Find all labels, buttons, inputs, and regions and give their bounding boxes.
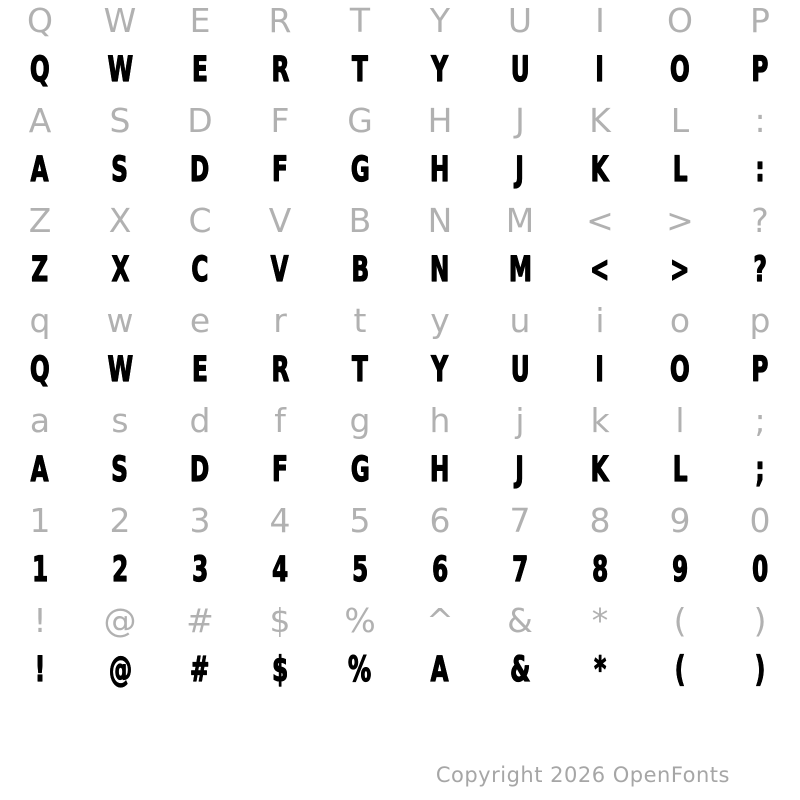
- display-glyph: F: [272, 150, 288, 190]
- reference-glyph: e: [189, 301, 211, 340]
- display-glyph: <: [590, 250, 610, 290]
- reference-glyph: 4: [269, 501, 291, 540]
- glyph-cell: [80, 0, 160, 50]
- glyph-cell: [720, 50, 800, 100]
- glyph-cell: [560, 200, 640, 250]
- glyph-cell: [560, 550, 640, 600]
- glyph-cell: [0, 0, 80, 50]
- glyph-cell: [640, 650, 720, 700]
- reference-glyph: <: [586, 201, 614, 240]
- display-glyph: 4: [271, 550, 289, 590]
- reference-glyph: 0: [749, 501, 771, 540]
- glyph-cell: [320, 400, 400, 450]
- glyph-cell: [400, 350, 480, 400]
- glyph-row-reference-0: [0, 0, 800, 50]
- reference-glyph: H: [427, 101, 453, 140]
- glyph-cell: [560, 450, 640, 500]
- reference-glyph: F: [270, 101, 290, 140]
- glyph-cell: [640, 550, 720, 600]
- display-glyph: C: [191, 250, 209, 290]
- display-glyph: L: [672, 450, 688, 490]
- glyph-cell: [640, 350, 720, 400]
- display-glyph: 9: [671, 550, 689, 590]
- glyph-cell: [560, 150, 640, 200]
- display-glyph: J: [515, 150, 525, 190]
- glyph-cell: [160, 550, 240, 600]
- reference-glyph: Q: [27, 1, 53, 40]
- glyph-cell: [400, 650, 480, 700]
- glyph-cell: [720, 250, 800, 300]
- display-glyph: Q: [30, 50, 50, 90]
- glyph-cell: [720, 600, 800, 650]
- reference-glyph: M: [505, 201, 535, 240]
- glyph-cell: [80, 300, 160, 350]
- display-glyph: A: [431, 650, 449, 690]
- display-glyph: P: [751, 50, 769, 90]
- reference-glyph: 7: [509, 501, 531, 540]
- glyph-row-display-5: [0, 250, 800, 300]
- display-glyph: 1: [31, 550, 49, 590]
- display-glyph: #: [190, 650, 210, 690]
- display-glyph: 8: [591, 550, 609, 590]
- reference-glyph: $: [269, 601, 291, 640]
- glyph-cell: [640, 50, 720, 100]
- display-glyph: ;: [755, 450, 765, 490]
- glyph-cell: [480, 350, 560, 400]
- display-glyph: D: [190, 150, 210, 190]
- glyph-cell: [720, 300, 800, 350]
- glyph-cell: [160, 200, 240, 250]
- reference-glyph: j: [515, 401, 525, 440]
- reference-glyph: ^: [426, 601, 454, 640]
- glyph-cell: [160, 100, 240, 150]
- glyph-cell: [560, 50, 640, 100]
- glyph-cell: [400, 150, 480, 200]
- reference-glyph: a: [29, 401, 51, 440]
- glyph-cell: [720, 500, 800, 550]
- glyph-cell: [240, 650, 320, 700]
- glyph-cell: [160, 0, 240, 50]
- glyph-cell: [480, 550, 560, 600]
- glyph-cell: [80, 400, 160, 450]
- glyph-cell: [640, 0, 720, 50]
- glyph-cell: [400, 450, 480, 500]
- glyph-cell: [400, 300, 480, 350]
- glyph-row-display-1: [0, 50, 800, 100]
- display-glyph: @: [108, 650, 132, 690]
- glyph-cell: [320, 150, 400, 200]
- display-glyph: R: [271, 50, 289, 90]
- reference-glyph: A: [28, 101, 52, 140]
- reference-glyph: N: [427, 201, 453, 240]
- glyph-cell: [480, 300, 560, 350]
- glyph-cell: [480, 500, 560, 550]
- display-glyph: I: [595, 350, 605, 390]
- glyph-row-reference-10: [0, 500, 800, 550]
- reference-glyph: &: [507, 601, 533, 640]
- glyph-row-display-11: [0, 550, 800, 600]
- glyph-cell: [80, 200, 160, 250]
- glyph-cell: [480, 250, 560, 300]
- glyph-cell: [160, 600, 240, 650]
- glyph-cell: [320, 300, 400, 350]
- display-glyph: E: [192, 350, 208, 390]
- glyph-cell: [720, 200, 800, 250]
- display-glyph: 2: [111, 550, 129, 590]
- glyph-row-reference-12: [0, 600, 800, 650]
- glyph-cell: [0, 600, 80, 650]
- reference-glyph: 2: [109, 501, 131, 540]
- glyph-cell: [400, 200, 480, 250]
- reference-glyph: T: [349, 1, 371, 40]
- glyph-cell: [640, 500, 720, 550]
- display-glyph: 6: [431, 550, 449, 590]
- glyph-cell: [480, 100, 560, 150]
- display-glyph: Q: [30, 350, 50, 390]
- display-glyph: H: [430, 450, 450, 490]
- glyph-cell: [560, 400, 640, 450]
- glyph-cell: [560, 250, 640, 300]
- glyph-cell: [0, 200, 80, 250]
- reference-glyph: l: [675, 401, 685, 440]
- glyph-cell: [240, 50, 320, 100]
- glyph-cell: [0, 300, 80, 350]
- glyph-cell: [640, 150, 720, 200]
- glyph-cell: [720, 0, 800, 50]
- display-glyph: %: [348, 650, 372, 690]
- glyph-cell: [720, 650, 800, 700]
- display-glyph: 7: [511, 550, 529, 590]
- display-glyph: (: [674, 650, 686, 690]
- glyph-cell: [240, 100, 320, 150]
- reference-glyph: *: [591, 601, 609, 640]
- glyph-cell: [160, 300, 240, 350]
- glyph-cell: [720, 100, 800, 150]
- glyph-cell: [640, 250, 720, 300]
- reference-glyph: 9: [669, 501, 691, 540]
- display-glyph: V: [271, 250, 289, 290]
- glyph-cell: [480, 150, 560, 200]
- glyph-cell: [640, 400, 720, 450]
- display-glyph: Y: [431, 350, 449, 390]
- glyph-cell: [320, 600, 400, 650]
- reference-glyph: :: [754, 101, 766, 140]
- glyph-cell: [400, 600, 480, 650]
- glyph-cell: [320, 500, 400, 550]
- reference-glyph: J: [515, 101, 525, 140]
- glyph-cell: [480, 0, 560, 50]
- glyph-cell: [160, 150, 240, 200]
- glyph-cell: [560, 650, 640, 700]
- glyph-cell: [320, 50, 400, 100]
- reference-glyph: I: [595, 1, 605, 40]
- reference-glyph: O: [667, 1, 693, 40]
- glyph-cell: [0, 450, 80, 500]
- glyph-cell: [240, 550, 320, 600]
- reference-glyph: Y: [429, 1, 451, 40]
- reference-glyph: R: [268, 1, 292, 40]
- glyph-cell: [400, 500, 480, 550]
- glyph-cell: [720, 550, 800, 600]
- glyph-cell: [480, 50, 560, 100]
- display-glyph: 0: [751, 550, 769, 590]
- reference-glyph: S: [109, 101, 131, 140]
- glyph-cell: [240, 400, 320, 450]
- display-glyph: >: [670, 250, 690, 290]
- glyph-cell: [560, 0, 640, 50]
- glyph-cell: [0, 150, 80, 200]
- display-glyph: ): [754, 650, 766, 690]
- glyph-cell: [560, 600, 640, 650]
- glyph-cell: [80, 650, 160, 700]
- reference-glyph: D: [187, 101, 213, 140]
- display-glyph: F: [272, 450, 288, 490]
- display-glyph: G: [350, 450, 370, 490]
- display-glyph: K: [591, 150, 609, 190]
- display-glyph: B: [351, 250, 369, 290]
- glyph-cell: [720, 450, 800, 500]
- glyph-row-display-13: [0, 650, 800, 700]
- reference-glyph: P: [750, 1, 770, 40]
- display-glyph: M: [508, 250, 532, 290]
- glyph-cell: [560, 100, 640, 150]
- glyph-cell: [160, 450, 240, 500]
- display-glyph: T: [352, 50, 368, 90]
- glyph-cell: [80, 150, 160, 200]
- display-glyph: ?: [753, 250, 767, 290]
- reference-glyph: Z: [28, 201, 52, 240]
- display-glyph: !: [34, 650, 46, 690]
- reference-glyph: E: [189, 1, 211, 40]
- glyph-row-display-7: [0, 350, 800, 400]
- glyph-cell: [80, 350, 160, 400]
- glyph-cell: [80, 550, 160, 600]
- reference-glyph: !: [33, 601, 47, 640]
- display-glyph: P: [751, 350, 769, 390]
- display-glyph: E: [192, 50, 208, 90]
- reference-glyph: 5: [349, 501, 371, 540]
- glyph-cell: [240, 500, 320, 550]
- reference-glyph: >: [666, 201, 694, 240]
- glyph-cell: [80, 100, 160, 150]
- reference-glyph: u: [509, 301, 531, 340]
- display-glyph: T: [352, 350, 368, 390]
- reference-glyph: (: [673, 601, 687, 640]
- glyph-row-reference-2: [0, 100, 800, 150]
- glyph-cell: [160, 350, 240, 400]
- display-glyph: H: [430, 150, 450, 190]
- reference-glyph: ;: [754, 401, 766, 440]
- glyph-row-reference-4: [0, 200, 800, 250]
- reference-glyph: k: [590, 401, 610, 440]
- glyph-cell: [160, 400, 240, 450]
- glyph-cell: [80, 600, 160, 650]
- reference-glyph: 6: [429, 501, 451, 540]
- display-glyph: O: [670, 350, 690, 390]
- display-glyph: S: [111, 450, 129, 490]
- glyph-cell: [480, 200, 560, 250]
- reference-glyph: f: [274, 401, 286, 440]
- display-glyph: *: [593, 650, 607, 690]
- glyph-cell: [240, 250, 320, 300]
- reference-glyph: ?: [751, 201, 769, 240]
- glyph-cell: [480, 400, 560, 450]
- glyph-cell: [80, 250, 160, 300]
- glyph-cell: [240, 600, 320, 650]
- glyph-cell: [560, 500, 640, 550]
- glyph-cell: [480, 450, 560, 500]
- glyph-cell: [320, 250, 400, 300]
- display-glyph: K: [591, 450, 609, 490]
- display-glyph: U: [510, 50, 530, 90]
- display-glyph: $: [271, 650, 289, 690]
- reference-glyph: X: [108, 201, 132, 240]
- glyph-cell: [160, 650, 240, 700]
- glyph-cell: [320, 100, 400, 150]
- glyph-cell: [400, 550, 480, 600]
- glyph-cell: [720, 150, 800, 200]
- reference-glyph: y: [430, 301, 450, 340]
- display-glyph: A: [31, 150, 49, 190]
- glyph-cell: [640, 200, 720, 250]
- glyph-cell: [320, 200, 400, 250]
- glyph-cell: [400, 50, 480, 100]
- glyph-cell: [480, 650, 560, 700]
- glyph-cell: [0, 350, 80, 400]
- reference-glyph: V: [268, 201, 292, 240]
- glyph-cell: [240, 0, 320, 50]
- glyph-cell: [240, 150, 320, 200]
- display-glyph: O: [670, 50, 690, 90]
- glyph-cell: [720, 400, 800, 450]
- glyph-cell: [320, 0, 400, 50]
- glyph-cell: [160, 500, 240, 550]
- reference-glyph: p: [749, 301, 771, 340]
- reference-glyph: B: [348, 201, 372, 240]
- reference-glyph: K: [589, 101, 611, 140]
- glyph-cell: [0, 550, 80, 600]
- glyph-cell: [240, 200, 320, 250]
- glyph-cell: [0, 500, 80, 550]
- copyright-text: Copyright 2026 OpenFonts: [435, 763, 730, 787]
- glyph-row-display-9: [0, 450, 800, 500]
- glyph-cell: [640, 450, 720, 500]
- reference-glyph: U: [507, 1, 533, 40]
- glyph-cell: [80, 500, 160, 550]
- display-glyph: Y: [431, 50, 449, 90]
- reference-glyph: G: [347, 101, 373, 140]
- display-glyph: Z: [31, 250, 49, 290]
- glyph-cell: [0, 400, 80, 450]
- glyph-cell: [400, 100, 480, 150]
- reference-glyph: W: [103, 1, 137, 40]
- glyph-cell: [560, 350, 640, 400]
- glyph-row-reference-6: [0, 300, 800, 350]
- display-glyph: X: [111, 250, 129, 290]
- reference-glyph: w: [106, 301, 134, 340]
- glyph-cell: [560, 300, 640, 350]
- glyph-cell: [240, 350, 320, 400]
- reference-glyph: 1: [29, 501, 51, 540]
- glyph-cell: [640, 100, 720, 150]
- display-glyph: W: [107, 350, 133, 390]
- display-glyph: 5: [351, 550, 369, 590]
- reference-glyph: ): [753, 601, 767, 640]
- glyph-cell: [400, 0, 480, 50]
- reference-glyph: i: [595, 301, 605, 340]
- reference-glyph: h: [429, 401, 451, 440]
- reference-glyph: %: [344, 601, 376, 640]
- glyph-cell: [320, 650, 400, 700]
- glyph-cell: [80, 50, 160, 100]
- reference-glyph: 3: [189, 501, 211, 540]
- reference-glyph: d: [189, 401, 211, 440]
- display-glyph: G: [350, 150, 370, 190]
- glyph-cell: [0, 100, 80, 150]
- reference-glyph: o: [669, 301, 691, 340]
- display-glyph: D: [190, 450, 210, 490]
- glyph-cell: [0, 50, 80, 100]
- glyph-cell: [240, 300, 320, 350]
- glyph-cell: [0, 650, 80, 700]
- glyph-row-reference-8: [0, 400, 800, 450]
- glyph-cell: [0, 250, 80, 300]
- reference-glyph: t: [353, 301, 367, 340]
- glyph-cell: [400, 250, 480, 300]
- display-glyph: L: [672, 150, 688, 190]
- display-glyph: J: [515, 450, 525, 490]
- reference-glyph: C: [188, 201, 212, 240]
- reference-glyph: g: [349, 401, 371, 440]
- display-glyph: U: [510, 350, 530, 390]
- reference-glyph: r: [273, 301, 287, 340]
- reference-glyph: #: [186, 601, 214, 640]
- display-glyph: &: [509, 650, 531, 690]
- display-glyph: A: [31, 450, 49, 490]
- glyph-cell: [160, 250, 240, 300]
- display-glyph: R: [271, 350, 289, 390]
- display-glyph: S: [111, 150, 129, 190]
- display-glyph: 3: [191, 550, 209, 590]
- glyph-cell: [640, 300, 720, 350]
- display-glyph: W: [107, 50, 133, 90]
- display-glyph: N: [430, 250, 450, 290]
- reference-glyph: L: [670, 101, 690, 140]
- glyph-cell: [480, 600, 560, 650]
- glyph-cell: [320, 450, 400, 500]
- glyph-cell: [640, 600, 720, 650]
- glyph-cell: [240, 450, 320, 500]
- glyph-cell: [160, 50, 240, 100]
- glyph-cell: [320, 550, 400, 600]
- reference-glyph: s: [111, 401, 129, 440]
- glyph-row-display-3: [0, 150, 800, 200]
- display-glyph: I: [595, 50, 605, 90]
- reference-glyph: @: [103, 601, 137, 640]
- reference-glyph: q: [29, 301, 51, 340]
- display-glyph: :: [755, 150, 765, 190]
- glyph-cell: [80, 450, 160, 500]
- glyph-cell: [400, 400, 480, 450]
- glyph-cell: [720, 350, 800, 400]
- glyph-cell: [320, 350, 400, 400]
- reference-glyph: 8: [589, 501, 611, 540]
